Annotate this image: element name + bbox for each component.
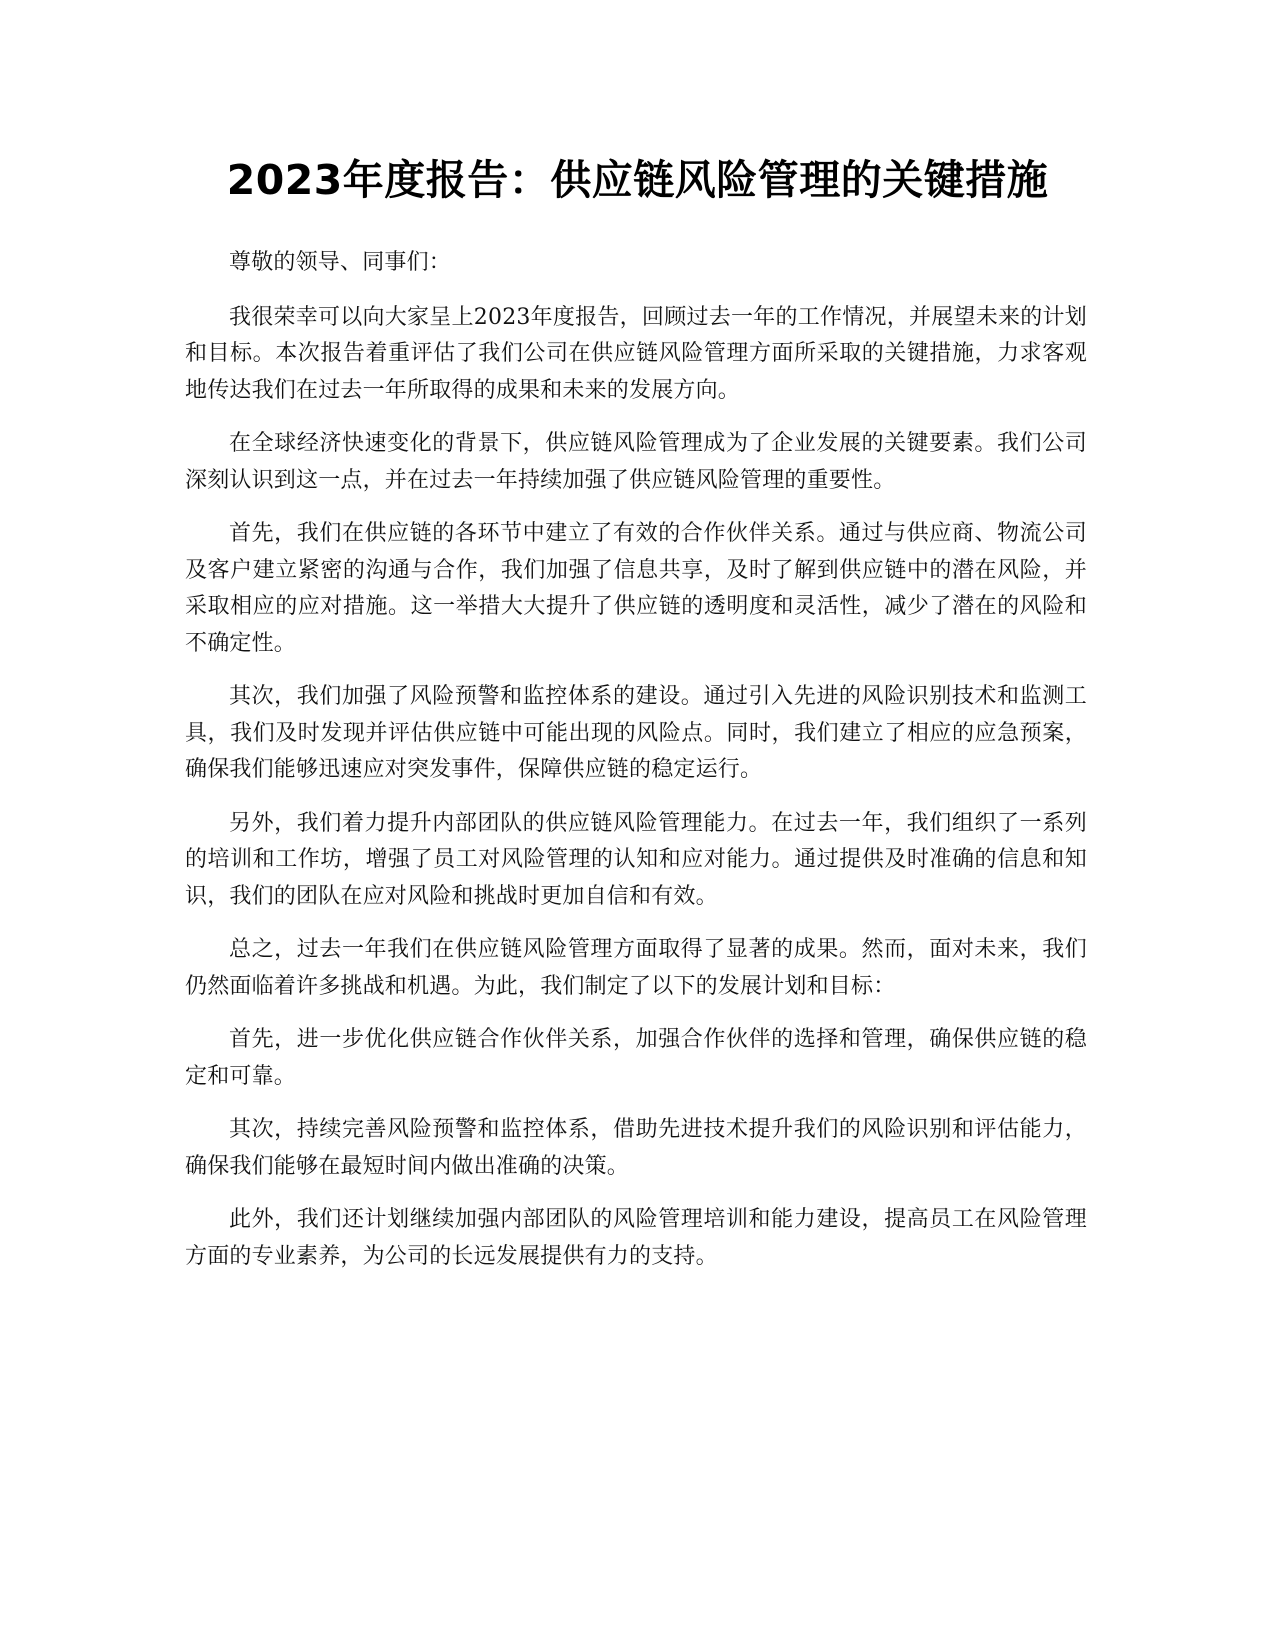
paragraph-plan-training: 此外，我们还计划继续加强内部团队的风险管理培训和能力建设，提高员工在风险管理方面的专业素养，为公司的长远发展提供有力的支持。 — [185, 1207, 1087, 1269]
paragraph-training: 另外，我们着力提升内部团队的供应链风险管理能力。在过去一年，我们组织了一系列的培训和工作坊，增强了员工对风险管理的认知和应对能力。通过提供及时准确的信息和知识，我们的团队在应对风险和挑战时更加自信和有效。 — [185, 810, 1087, 909]
document-title: 2023年度报告：供应链风险管理的关键措施 — [226, 156, 1049, 204]
paragraph-summary: 总之，过去一年我们在供应链风险管理方面取得了显著的成果。然而，面对未来，我们仍然面临着许多挑战和机遇。为此，我们制定了以下的发展计划和目标： — [185, 937, 1087, 999]
paragraph-monitoring: 其次，我们加强了风险预警和监控体系的建设。通过引入先进的风险识别技术和监测工具，我们及时发现并评估供应链中可能出现的风险点。同时，我们建立了相应的应急预案，确保我们能够迅速应对突发事件，保障供应链的稳定运行。 — [185, 684, 1087, 782]
paragraph-intro: 我很荣幸可以向大家呈上2023年度报告，回顾过去一年的工作情况，并展望未来的计划和目标。本次报告着重评估了我们公司在供应链风险管理方面所采取的关键措施，力求客观地传达我们在过去一年所取得的成果和未来的发展方向。 — [185, 304, 1087, 403]
greeting-paragraph: 尊敬的领导、同事们： — [229, 250, 452, 275]
paragraph-partnerships: 首先，我们在供应链的各环节中建立了有效的合作伙伴关系。通过与供应商、物流公司及客户建立紧密的沟通与合作，我们加强了信息共享，及时了解到供应链中的潜在风险，并采取相应的应对措施。这一举措大大提升了供应链的透明度和灵活性，减少了潜在的风险和不确定性。 — [185, 521, 1087, 656]
paragraph-background: 在全球经济快速变化的背景下，供应链风险管理成为了企业发展的关键要素。我们公司深刻认识到这一点，并在过去一年持续加强了供应链风险管理的重要性。 — [185, 431, 1087, 493]
paragraph-plan-partners: 首先，进一步优化供应链合作伙伴关系，加强合作伙伴的选择和管理，确保供应链的稳定和可靠。 — [185, 1027, 1087, 1089]
paragraph-plan-monitoring: 其次，持续完善风险预警和监控体系，借助先进技术提升我们的风险识别和评估能力，确保我们能够在最短时间内做出准确的决策。 — [185, 1117, 1087, 1179]
document-body — [185, 245, 1087, 1292]
